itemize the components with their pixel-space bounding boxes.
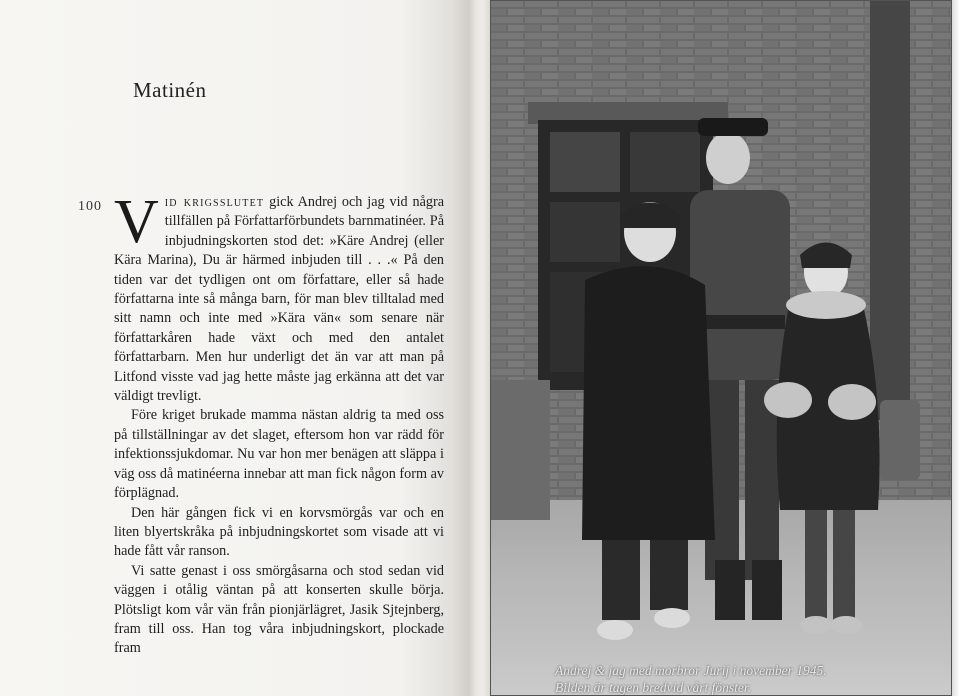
opening-smallcaps: id krigsslutet xyxy=(164,194,265,210)
chapter-title: Matinén xyxy=(133,78,207,102)
paragraph-1-text: gick Andrej och jag vid några tillfällen på Författarförbundets barnmatinéer. På inbjudningskorten stod det: »Käre Andrej (eller Kära Marina), Du är härmed inbjuden till . . .« På den tiden var det tydligen ont om författare, eller så hade författarna inte så många barn, för man blev tilltalad med sitt namn och inte med »Kära vän« som senare när författarkåren hade växt och med den antalet författarbarn. Men hur underligt det än var att man på Litfond visste vad jag hette måste jag erkänna att det var väldigt trevligt. xyxy=(114,194,444,405)
photo-caption xyxy=(555,662,945,696)
caption-line-1: Andrej & jag med morbror Jurij i november 1945. xyxy=(555,663,827,678)
caption-line-2: Bilden är tagen bredvid vårt fönster. xyxy=(555,680,751,695)
right-page xyxy=(490,0,960,696)
body-text xyxy=(114,188,444,659)
page-edge xyxy=(952,0,960,696)
page-number: 100 xyxy=(78,199,102,214)
paragraph-1 xyxy=(114,188,444,406)
drop-cap: V xyxy=(114,188,159,256)
book-gutter xyxy=(468,0,492,696)
left-page xyxy=(0,0,470,696)
paragraph-4: Vi satte genast i oss smörgåsarna och stod sedan vid väggen i otålig väntan på att konserten skulle börja. Plötsligt kom vår vän från pionjärlägret, Jasik Sjtejnberg, fram till oss. Han tog våra inbjudningskort, plockade fram xyxy=(114,562,444,657)
paragraph-2: Före kriget brukade mamma nästan aldrig ta med oss på tillställningar av det slaget, eftersom hon var rädd för infektionssjukdomar. Nu var hon mer benägen att släppa i väg oss då matinéerna innebar att man fick någon form av förplägnad. xyxy=(114,407,444,502)
paragraph-3: Den här gången fick vi en korvsmörgås var och en liten blyertskråka på inbjudningskortet som visade att vi hade fått vår ranson. xyxy=(114,504,444,560)
family-photo xyxy=(490,0,952,696)
